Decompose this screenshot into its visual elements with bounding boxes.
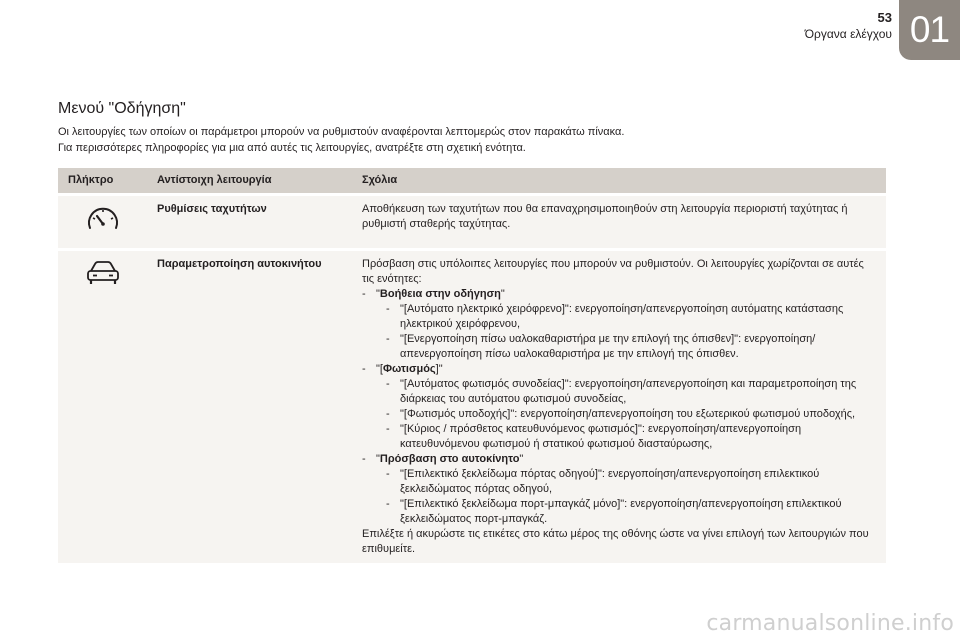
intro-line: Οι λειτουργίες των οποίων οι παράμετροι μπορούν να ρυθμιστούν αναφέρονται λεπτομερώς στον παρακάτω πίνακα. (58, 126, 625, 138)
table-row (58, 251, 886, 563)
intro-line: Για περισσότερες πληροφορίες για μια από αυτές τις λειτουργίες, ανατρέξτε στη σχετική ενότητα. (58, 142, 526, 154)
list-item: - "[Ενεργοποίηση πίσω υαλοκαθαριστήρα με την επιλογή της όπισθεν]": ενεργοποίηση/απενεργοποίηση πίσω υαλοκαθαριστήρα με την επιλογή της όπισθεν. (386, 333, 816, 360)
section-title: Μενού "Οδήγηση" (58, 100, 186, 117)
list-item: - "[Επιλεκτικό ξεκλείδωμα πορτ-μπαγκάζ μόνο]": ενεργοποίηση/απενεργοποίηση επιλεκτικού ξεκλειδώματος πορτ-μπαγκάζ. (386, 498, 842, 525)
group-title: Φωτισμός (382, 363, 436, 375)
comment-intro: Πρόσβαση στις υπόλοιπες λειτουργίες που μπορούν να ρυθμιστούν. Οι λειτουργίες χωρίζονται σε αυτές τις ενότητες: (362, 258, 864, 285)
group-title: Βοήθεια στην οδήγηση (379, 288, 501, 300)
chapter-title: Όργανα ελέγχου (804, 27, 892, 41)
column-header-button: Πλήκτρο (58, 168, 147, 193)
list-item: - "[Επιλεκτικό ξεκλείδωμα πόρτας οδηγού]": ενεργοποίηση/απενεργοποίηση επιλεκτικού ξεκλειδώματος πόρτας οδηγού, (386, 468, 820, 495)
chapter-tab (899, 0, 960, 60)
comment-closing: Επιλέξτε ή ακυρώστε τις ετικέτες στο κάτω μέρος της οθόνης ώστε να γίνει επιλογή των λειτουργιών που επιθυμείτε. (362, 528, 869, 555)
settings-table (58, 168, 886, 563)
comment-text: Αποθήκευση των ταχυτήτων που θα επαναχρησιμοποιηθούν στη λειτουργία περιοριστή ταχύτητας ή ρυθμιστή σταθερής ταχύτητας. (352, 196, 886, 248)
list-item: - "[Κύριος / πρόσθετος κατευθυνόμενος φωτισμός]": ενεργοποίηση/απενεργοποίηση κατευθυνόμενου φωτισμού ή στατικού φωτισμού διασταύρωσης, (386, 423, 802, 450)
column-header-function: Αντίστοιχη λειτουργία (147, 168, 352, 193)
table-row (58, 196, 886, 248)
table-header-row (58, 168, 886, 193)
list-item: - "[Αυτόματο ηλεκτρικό χειρόφρενο]": ενεργοποίηση/απενεργοποίηση αυτόματης κατάστασης ηλεκτρικού χειρόφρενου, (386, 303, 844, 330)
comment-block (352, 251, 886, 563)
list-item: - "[Φωτισμός υποδοχής]": ενεργοποίηση/απενεργοποίηση του εξωτερικού φωτισμού υποδοχής, (386, 408, 856, 420)
group-heading: - "[Φωτισμός]" (362, 363, 443, 375)
car-icon (85, 259, 121, 287)
group-title: Πρόσβαση στο αυτοκίνητο (379, 453, 520, 465)
intro-text (58, 124, 624, 156)
column-header-comments: Σχόλια (352, 168, 886, 193)
icon-cell (58, 251, 147, 563)
chapter-number: 01 (909, 9, 950, 50)
group-heading: - "Πρόσβαση στο αυτοκίνητο" (362, 453, 524, 465)
page-number: 53 (877, 10, 892, 25)
icon-cell (58, 196, 147, 248)
function-label: Ρυθμίσεις ταχυτήτων (147, 196, 352, 248)
function-label: Παραμετροποίηση αυτοκινήτου (147, 251, 352, 563)
speedometer-icon (86, 204, 120, 234)
list-item: - "[Αυτόματος φωτισμός συνοδείας]": ενεργοποίηση/απενεργοποίηση και παραμετροποίηση της διάρκειας του αυτόματου φωτισμού συνοδείας, (386, 378, 857, 405)
group-heading: - "Βοήθεια στην οδήγηση" (362, 288, 505, 300)
watermark: carmanualsonline.info (706, 611, 954, 636)
